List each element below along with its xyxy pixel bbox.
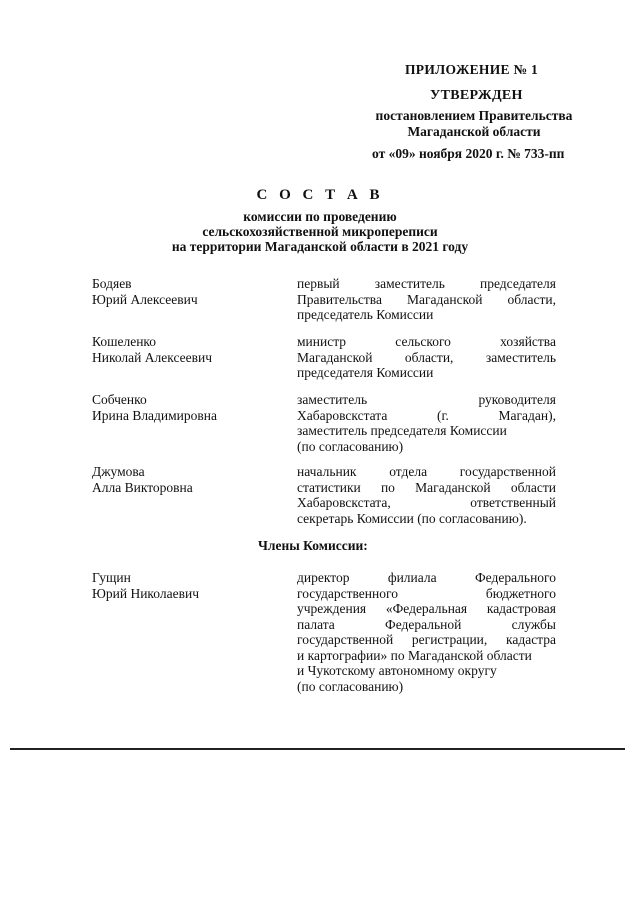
member-given-name: Николай Алексеевич bbox=[92, 349, 212, 365]
member-surname: Кошеленко bbox=[92, 334, 157, 349]
role-line: государственного бюджетного bbox=[297, 585, 556, 601]
member-surname: Гущин bbox=[92, 570, 131, 585]
role-line: (по согласованию) bbox=[297, 438, 404, 454]
member-name bbox=[92, 464, 282, 495]
role-line: секретарь Комиссии (по согласованию). bbox=[297, 510, 527, 526]
role-line: палата Федеральной службы bbox=[297, 616, 556, 632]
title-line-1: комиссии по проведению bbox=[243, 209, 397, 224]
role-line: первый заместитель председателя bbox=[297, 276, 556, 291]
role-line: Магаданской области, заместитель bbox=[297, 349, 556, 365]
title-line-2: сельскохозяйственной микропереписи bbox=[202, 224, 438, 239]
member-surname: Бодяев bbox=[92, 276, 132, 291]
member-role bbox=[297, 276, 556, 323]
member-surname: Собченко bbox=[92, 392, 147, 407]
role-line: и Чукотскому автономному округу bbox=[297, 663, 497, 678]
decree-date: от «09» ноября 2020 г. № 733-пп bbox=[372, 146, 565, 161]
role-line: министр сельского хозяйства bbox=[297, 334, 556, 349]
role-line: Правительства Магаданской области, bbox=[297, 291, 556, 307]
member-given-name: Юрий Николаевич bbox=[92, 585, 199, 601]
role-line: заместитель председателя Комиссии bbox=[297, 423, 507, 438]
role-line: председатель Комиссии bbox=[297, 307, 434, 322]
document-title bbox=[120, 188, 520, 254]
member-role bbox=[297, 570, 556, 694]
decree-line-1: постановлением Правительства bbox=[375, 108, 573, 123]
role-line: государственной регистрации, кадастра bbox=[297, 632, 556, 647]
approved-label: УТВЕРЖДЕН bbox=[430, 88, 523, 103]
decree-reference bbox=[362, 108, 586, 140]
member-given-name: Ирина Владимировна bbox=[92, 407, 218, 423]
member-name bbox=[92, 392, 282, 423]
member-role bbox=[297, 464, 556, 526]
role-line: начальник отдела государственной bbox=[297, 464, 556, 479]
member-surname: Джумова bbox=[92, 464, 145, 479]
role-line: статистики по Магаданской области bbox=[297, 479, 556, 495]
role-line: и картографии» по Магаданской области bbox=[297, 647, 532, 663]
decree-line-2: Магаданской области bbox=[407, 124, 541, 139]
title-main: С О С Т А В bbox=[256, 187, 384, 203]
title-line-3: на территории Магаданской области в 2021 году bbox=[171, 239, 469, 254]
members-heading: Члены Комиссии: bbox=[258, 538, 368, 553]
role-line: председателя Комиссии bbox=[297, 365, 434, 380]
member-given-name: Алла Викторовна bbox=[92, 479, 193, 495]
appendix-label: ПРИЛОЖЕНИЕ № 1 bbox=[405, 62, 539, 77]
role-line: учреждения «Федеральная кадастровая bbox=[297, 601, 556, 616]
member-name bbox=[92, 334, 282, 365]
role-line: директор филиала Федерального bbox=[297, 570, 556, 585]
member-name bbox=[92, 276, 282, 307]
page-bottom-rule bbox=[10, 748, 625, 750]
role-line: (по согласованию) bbox=[297, 678, 404, 694]
role-line: заместитель руководителя bbox=[297, 392, 556, 407]
member-name bbox=[92, 570, 282, 601]
member-role bbox=[297, 334, 556, 381]
role-line: Хабаровскстата, ответственный bbox=[297, 495, 556, 510]
member-given-name: Юрий Алексеевич bbox=[92, 291, 198, 307]
role-line: Хабаровскстата (г. Магадан), bbox=[297, 407, 556, 423]
member-role bbox=[297, 392, 556, 454]
